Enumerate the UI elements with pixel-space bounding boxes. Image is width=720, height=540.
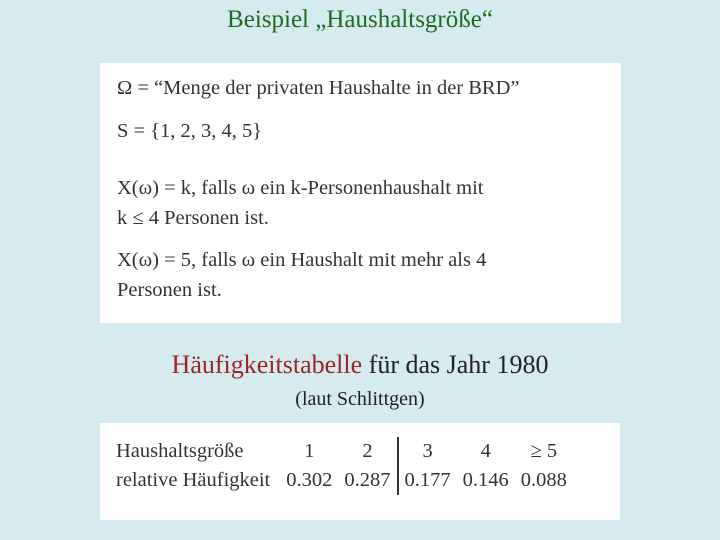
row-label: relative Häufigkeit <box>116 469 271 491</box>
table-cell: 0.287 <box>344 469 391 491</box>
table-cell: 0.302 <box>286 469 333 491</box>
table-heading <box>0 350 720 380</box>
table-header-row <box>114 437 573 466</box>
table-cell: 0.177 <box>398 466 457 495</box>
header-label: Haushaltsgröße <box>116 440 244 462</box>
column-header: 2 <box>362 440 373 462</box>
rule-2-line-1: X(ω) = 5, falls ω ein Haushalt mit mehr als 4 <box>117 249 487 271</box>
definition-box <box>100 63 621 323</box>
column-header: 1 <box>304 440 315 462</box>
table-cell: 0.088 <box>520 469 567 491</box>
table-heading-highlight: Häufigkeitstabelle <box>171 350 363 379</box>
slide-title: Beispiel „Haushaltsgröße“ <box>227 6 493 33</box>
column-header: 3 <box>398 437 457 466</box>
rule-2-line-2: Personen ist. <box>117 279 222 301</box>
sample-space: S = {1, 2, 3, 4, 5} <box>117 120 263 142</box>
frequency-table <box>114 437 573 495</box>
omega-definition: Ω = “Menge der privaten Haushalte in der BRD” <box>117 77 520 99</box>
rule-1-line-1: X(ω) = k, falls ω ein k-Personenhaushalt mit <box>117 177 484 199</box>
column-header: 4 <box>480 440 491 462</box>
rule-1-line-2: k ≤ 4 Personen ist. <box>117 207 269 229</box>
table-row <box>114 466 573 495</box>
table-heading-rest: für das Jahr 1980 <box>362 350 549 379</box>
table-cell: 0.146 <box>462 469 509 491</box>
column-header: ≥ 5 <box>530 440 558 462</box>
frequency-table-box <box>100 423 620 520</box>
table-source-note: (laut Schlittgen) <box>295 388 425 410</box>
